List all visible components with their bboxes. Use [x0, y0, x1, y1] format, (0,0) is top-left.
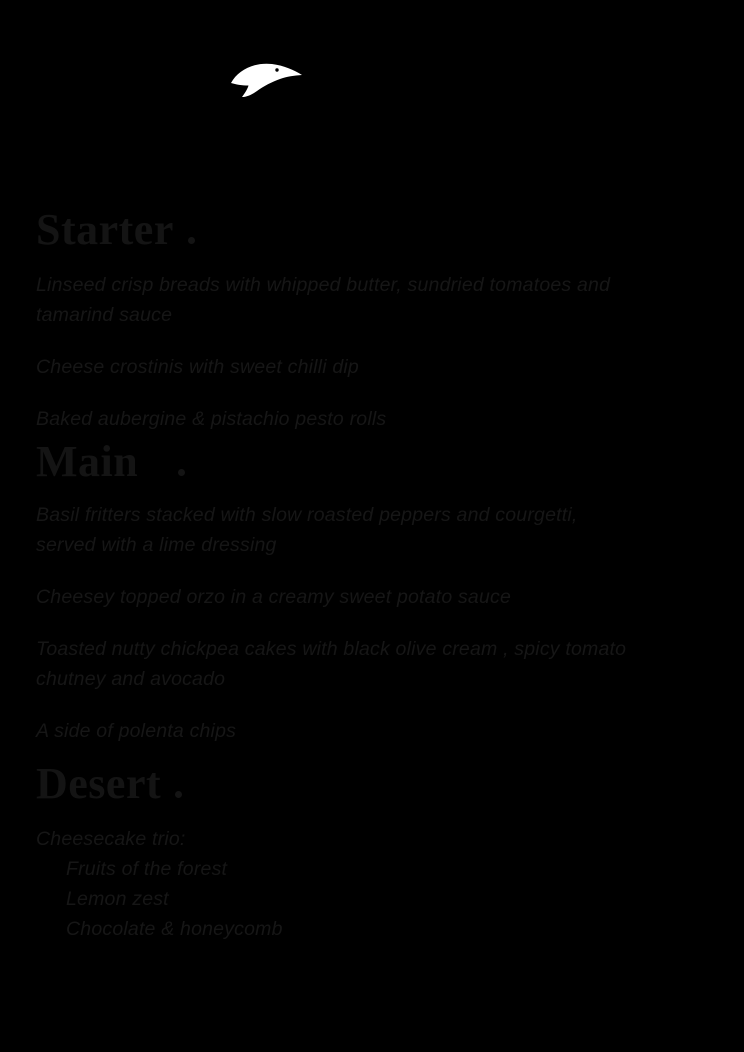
menu-item: A side of polenta chips — [36, 720, 237, 742]
menu-section-main — [0, 437, 744, 746]
menu-item: Cheesecake trio: — [36, 828, 186, 850]
menu-section-starter — [0, 205, 744, 434]
section-title-desert: Desert — [36, 759, 162, 808]
menu-item: Basil fritters stacked with slow roasted peppers and courgetti, served with a lime dressing — [36, 504, 578, 556]
menu-subitem-list-desert — [36, 854, 708, 944]
section-header-desert — [36, 759, 708, 808]
menu-item-list-desert — [36, 824, 708, 854]
menu-subitem: Lemon zest — [66, 888, 169, 910]
bird-logo-icon — [228, 56, 308, 104]
menu-item-list-starter — [36, 270, 708, 434]
menu-item: Linseed crisp breads with whipped butter, sundried tomatoes and tamarind sauce — [36, 274, 611, 326]
section-bullet-icon — [188, 237, 195, 244]
menu-subitem: Chocolate & honeycomb — [66, 918, 283, 940]
menu-item: Cheesey topped orzo in a creamy sweet potato sauce — [36, 586, 512, 608]
section-header-starter — [36, 205, 708, 254]
section-bullet-icon — [178, 469, 185, 476]
menu-item: Toasted nutty chickpea cakes with black olive cream , spicy tomato chutney and avocado — [36, 638, 627, 690]
section-title-starter: Starter — [36, 205, 174, 254]
section-header-main — [36, 437, 708, 486]
menu-content — [0, 205, 744, 944]
menu-item-list-main — [36, 500, 708, 746]
menu-item: Baked aubergine & pistachio pesto rolls — [36, 408, 387, 430]
menu-subitem: Fruits of the forest — [66, 858, 228, 880]
menu-item: Cheese crostinis with sweet chilli dip — [36, 356, 359, 378]
section-title-main: Main — [36, 437, 139, 486]
menu-section-desert — [0, 759, 744, 944]
section-bullet-icon — [175, 791, 182, 798]
